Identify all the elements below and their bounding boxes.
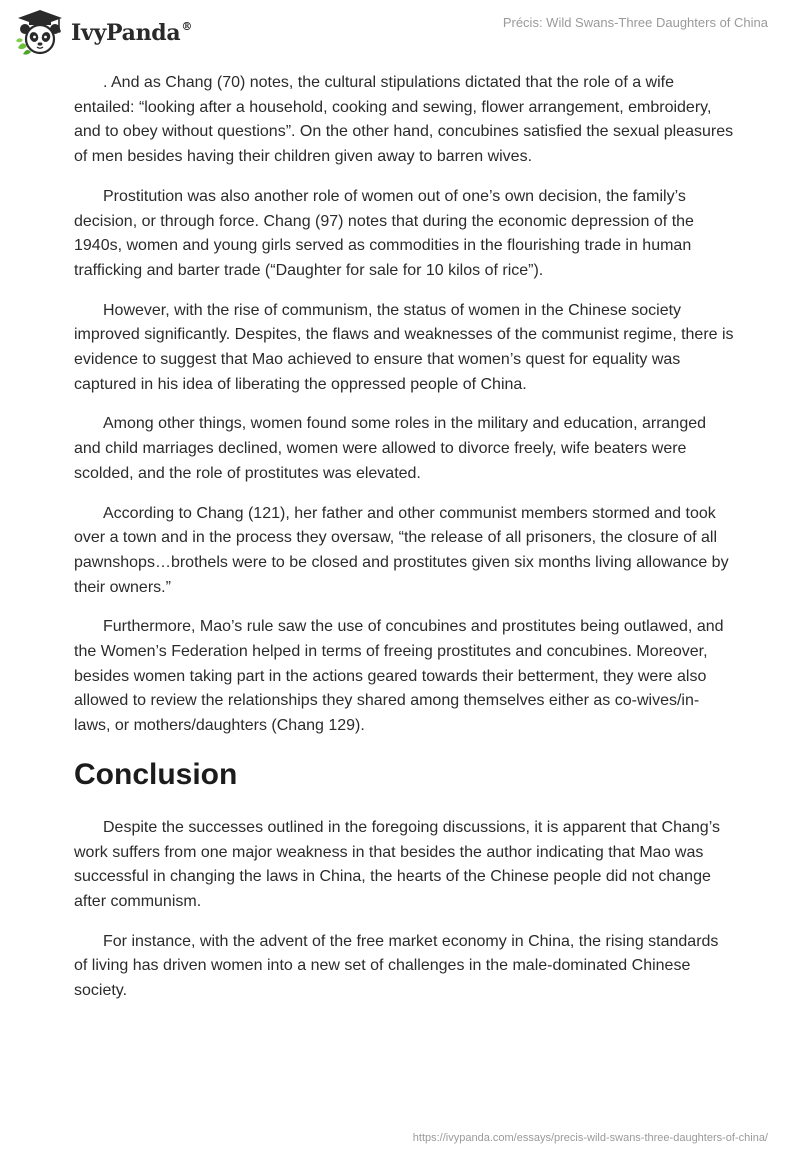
panda-graduate-icon <box>15 8 65 56</box>
registered-mark: ® <box>181 20 193 33</box>
paragraph: . And as Chang (70) notes, the cultural stipulations dictated that the role of a wife entailed: “looking after a household, cooking and sewing, flower arrangement, embroidery, and to obey without questions”. On the other hand, concubines satisfied the sexual pleasures of men besides having their children given away to barren wives. <box>74 74 734 166</box>
document-title: Précis: Wild Swans-Three Daughters of China <box>502 15 768 30</box>
brand-name: IvyPanda® <box>71 20 193 46</box>
ivypanda-logo[interactable] <box>15 8 192 56</box>
essay-content <box>74 71 734 1019</box>
paragraph: For instance, with the advent of the free market economy in China, the rising standards of living has driven women into a new set of challenges in the male-dominated Chinese society. <box>74 932 719 1000</box>
paragraph: Among other things, women found some roles in the military and education, arranged and child marriages declined, women were allowed to divorce freely, wife beaters were scolded, and the role of prostitutes was elevated. <box>74 415 707 482</box>
paragraph: Prostitution was also another role of women out of one’s own decision, the family’s decision, or through force. Chang (97) notes that during the economic depression of the 1940s, women and young girls served as commodities in the flourishing trade in human trafficking and barter trade (“Daughter for sale for 10 kilos of rice”). <box>74 187 694 279</box>
paragraph: Furthermore, Mao’s rule saw the use of concubines and prostitutes being outlawed, and the Women’s Federation helped in terms of freeing prostitutes and concubines. Moreover, besides women taking part in the actions geared towards their betterment, they were also allowed to review the relationships they shared among themselves either as co-wives/in-laws, or mothers/daughters (Chang 129). <box>74 618 724 735</box>
source-url[interactable]: https://ivypanda.com/essays/precis-wild-swans-three-daughters-of-china/ <box>412 1132 768 1144</box>
conclusion-heading: Conclusion <box>74 757 238 791</box>
page-header <box>0 0 800 60</box>
paragraph: According to Chang (121), her father and other communist members stormed and took over a town and in the process they oversaw, “the release of all prisoners, the closure of all pawnshops…brothels were to be closed and prostitutes given six months living allowance by their owners.” <box>74 504 729 596</box>
paragraph: Despite the successes outlined in the foregoing discussions, it is apparent that Chang’s work suffers from one major weakness in that besides the author indicating that Mao was successful in changing the laws in China, the hearts of the Chinese people did not change after communism. <box>74 818 720 910</box>
paragraph: However, with the rise of communism, the status of women in the Chinese society improved significantly. Despites, the flaws and weaknesses of the communist regime, there is evidence to suggest that Mao achieved to ensure that women’s quest for equality was captured in his idea of liberating the oppressed people of China. <box>74 301 734 393</box>
